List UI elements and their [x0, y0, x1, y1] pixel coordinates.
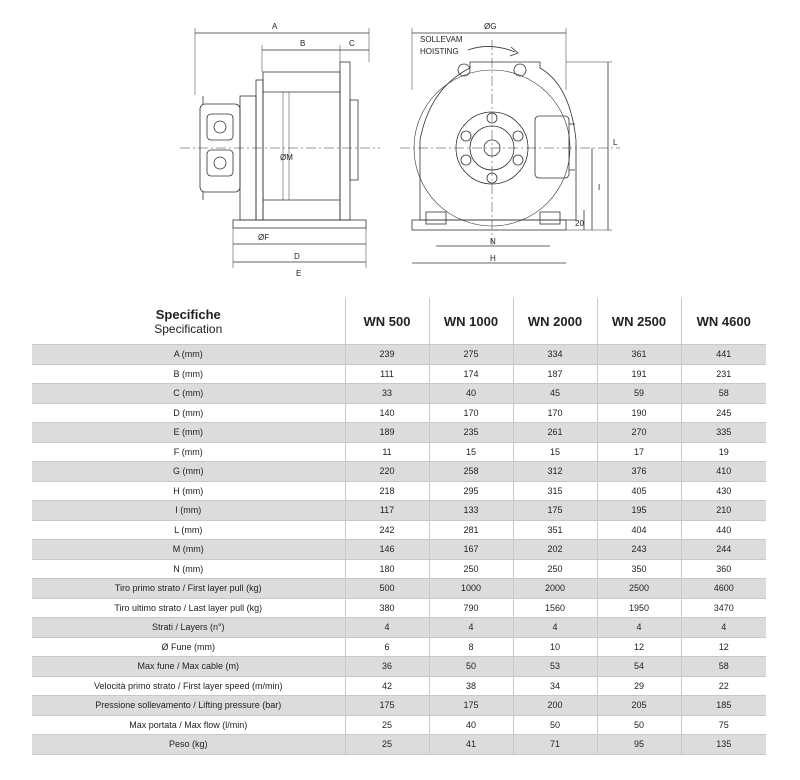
row-value: 195	[597, 501, 681, 521]
row-label: E (mm)	[32, 423, 345, 443]
row-value: 25	[345, 735, 429, 755]
table-row	[32, 403, 766, 423]
model-header: WN 1000	[429, 298, 513, 345]
row-value: 231	[681, 364, 766, 384]
row-value: 12	[597, 637, 681, 657]
spec-table-header	[32, 298, 766, 345]
row-value: 360	[681, 559, 766, 579]
table-row	[32, 598, 766, 618]
row-value: 243	[597, 540, 681, 560]
dim-label-d: D	[294, 252, 300, 261]
row-value: 40	[429, 384, 513, 404]
row-value: 75	[681, 715, 766, 735]
dim-label-f: ØF	[258, 233, 270, 242]
row-value: 33	[345, 384, 429, 404]
winch-side-view	[180, 28, 380, 268]
table-row	[32, 657, 766, 677]
row-label: Max portata / Max flow (l/min)	[32, 715, 345, 735]
winch-front-view	[400, 28, 620, 263]
row-value: 4	[429, 618, 513, 638]
table-row	[32, 345, 766, 365]
row-value: 335	[681, 423, 766, 443]
row-label: N (mm)	[32, 559, 345, 579]
row-value: 19	[681, 442, 766, 462]
row-value: 235	[429, 423, 513, 443]
table-row	[32, 442, 766, 462]
table-row	[32, 364, 766, 384]
row-value: 239	[345, 345, 429, 365]
table-row	[32, 735, 766, 755]
row-value: 50	[597, 715, 681, 735]
row-value: 146	[345, 540, 429, 560]
row-value: 441	[681, 345, 766, 365]
row-value: 351	[513, 520, 597, 540]
row-label: Max fune / Max cable (m)	[32, 657, 345, 677]
row-value: 218	[345, 481, 429, 501]
row-value: 22	[681, 676, 766, 696]
row-value: 41	[429, 735, 513, 755]
table-row	[32, 423, 766, 443]
row-label: D (mm)	[32, 403, 345, 423]
row-value: 59	[597, 384, 681, 404]
row-value: 25	[345, 715, 429, 735]
table-row	[32, 501, 766, 521]
table-row	[32, 384, 766, 404]
row-value: 410	[681, 462, 766, 482]
row-value: 376	[597, 462, 681, 482]
row-value: 58	[681, 384, 766, 404]
table-row	[32, 676, 766, 696]
row-value: 174	[429, 364, 513, 384]
row-value: 295	[429, 481, 513, 501]
model-header: WN 500	[345, 298, 429, 345]
hoisting-label-it: SOLLEVAM	[420, 35, 463, 44]
row-label: B (mm)	[32, 364, 345, 384]
hoisting-label-en: HOISTING	[420, 47, 459, 56]
row-value: 4600	[681, 579, 766, 599]
table-row	[32, 696, 766, 716]
row-label: Pressione sollevamento / Lifting pressure (bar)	[32, 696, 345, 716]
row-label: A (mm)	[32, 345, 345, 365]
row-value: 42	[345, 676, 429, 696]
row-value: 58	[681, 657, 766, 677]
row-value: 250	[429, 559, 513, 579]
row-value: 187	[513, 364, 597, 384]
row-label: I (mm)	[32, 501, 345, 521]
row-value: 8	[429, 637, 513, 657]
row-value: 36	[345, 657, 429, 677]
dim-label-g: ØG	[484, 22, 497, 31]
row-label: H (mm)	[32, 481, 345, 501]
row-value: 175	[429, 696, 513, 716]
row-value: 405	[597, 481, 681, 501]
row-value: 3470	[681, 598, 766, 618]
row-value: 4	[681, 618, 766, 638]
row-value: 380	[345, 598, 429, 618]
spec-table	[32, 298, 766, 755]
row-value: 40	[429, 715, 513, 735]
row-value: 54	[597, 657, 681, 677]
row-value: 220	[345, 462, 429, 482]
spec-subtitle: Specification	[154, 321, 223, 336]
model-header: WN 2000	[513, 298, 597, 345]
spec-table-body	[32, 345, 766, 755]
model-header: WN 4600	[681, 298, 766, 345]
row-value: 190	[597, 403, 681, 423]
row-value: 11	[345, 442, 429, 462]
table-row	[32, 462, 766, 482]
row-value: 71	[513, 735, 597, 755]
row-value: 275	[429, 345, 513, 365]
dim-label-l: L	[613, 138, 618, 147]
row-label: G (mm)	[32, 462, 345, 482]
row-label: Velocità primo strato / First layer speed (m/min)	[32, 676, 345, 696]
dim-label-h: H	[490, 254, 496, 263]
table-row	[32, 579, 766, 599]
row-value: 404	[597, 520, 681, 540]
row-value: 261	[513, 423, 597, 443]
row-value: 133	[429, 501, 513, 521]
row-value: 334	[513, 345, 597, 365]
row-value: 2000	[513, 579, 597, 599]
row-value: 170	[429, 403, 513, 423]
row-value: 205	[597, 696, 681, 716]
row-value: 45	[513, 384, 597, 404]
dim-label-b: B	[300, 39, 306, 48]
row-value: 6	[345, 637, 429, 657]
row-value: 245	[681, 403, 766, 423]
row-value: 4	[597, 618, 681, 638]
row-label: F (mm)	[32, 442, 345, 462]
row-value: 185	[681, 696, 766, 716]
row-value: 175	[513, 501, 597, 521]
row-value: 312	[513, 462, 597, 482]
dim-label-a: A	[272, 22, 278, 31]
row-value: 1560	[513, 598, 597, 618]
row-value: 281	[429, 520, 513, 540]
dim-label-i: I	[598, 183, 601, 192]
row-label: Ø Fune (mm)	[32, 637, 345, 657]
row-value: 315	[513, 481, 597, 501]
row-value: 12	[681, 637, 766, 657]
row-value: 2500	[597, 579, 681, 599]
row-value: 244	[681, 540, 766, 560]
dim-label-c: C	[349, 39, 355, 48]
row-value: 250	[513, 559, 597, 579]
row-label: Strati / Layers (n°)	[32, 618, 345, 638]
row-value: 53	[513, 657, 597, 677]
spec-title: Specifiche	[155, 306, 221, 322]
row-value: 258	[429, 462, 513, 482]
row-value: 50	[513, 715, 597, 735]
row-label: Tiro primo strato / First layer pull (kg)	[32, 579, 345, 599]
row-label: C (mm)	[32, 384, 345, 404]
row-value: 1000	[429, 579, 513, 599]
table-row	[32, 618, 766, 638]
row-value: 200	[513, 696, 597, 716]
row-value: 50	[429, 657, 513, 677]
row-value: 15	[429, 442, 513, 462]
row-value: 170	[513, 403, 597, 423]
table-row	[32, 481, 766, 501]
dim-label-n: N	[490, 237, 496, 246]
row-label: Tiro ultimo strato / Last layer pull (kg)	[32, 598, 345, 618]
row-value: 175	[345, 696, 429, 716]
dim-label-e: E	[296, 269, 302, 278]
spec-header-title	[32, 298, 345, 345]
row-value: 270	[597, 423, 681, 443]
dim-label-m: ØM	[280, 153, 293, 162]
row-value: 10	[513, 637, 597, 657]
row-value: 500	[345, 579, 429, 599]
winch-technical-drawing	[0, 0, 800, 285]
row-value: 117	[345, 501, 429, 521]
row-value: 135	[681, 735, 766, 755]
row-label: M (mm)	[32, 540, 345, 560]
row-label: Peso (kg)	[32, 735, 345, 755]
row-label: L (mm)	[32, 520, 345, 540]
model-header: WN 2500	[597, 298, 681, 345]
row-value: 430	[681, 481, 766, 501]
row-value: 167	[429, 540, 513, 560]
row-value: 202	[513, 540, 597, 560]
table-row	[32, 715, 766, 735]
row-value: 17	[597, 442, 681, 462]
row-value: 111	[345, 364, 429, 384]
row-value: 140	[345, 403, 429, 423]
row-value: 1950	[597, 598, 681, 618]
row-value: 29	[597, 676, 681, 696]
row-value: 242	[345, 520, 429, 540]
row-value: 4	[513, 618, 597, 638]
row-value: 350	[597, 559, 681, 579]
row-value: 440	[681, 520, 766, 540]
dim-label-20: 20	[575, 219, 584, 228]
row-value: 361	[597, 345, 681, 365]
table-row	[32, 520, 766, 540]
row-value: 15	[513, 442, 597, 462]
table-row	[32, 637, 766, 657]
row-value: 191	[597, 364, 681, 384]
row-value: 790	[429, 598, 513, 618]
row-value: 34	[513, 676, 597, 696]
row-value: 210	[681, 501, 766, 521]
row-value: 180	[345, 559, 429, 579]
table-row	[32, 559, 766, 579]
row-value: 4	[345, 618, 429, 638]
row-value: 38	[429, 676, 513, 696]
table-row	[32, 540, 766, 560]
row-value: 189	[345, 423, 429, 443]
row-value: 95	[597, 735, 681, 755]
